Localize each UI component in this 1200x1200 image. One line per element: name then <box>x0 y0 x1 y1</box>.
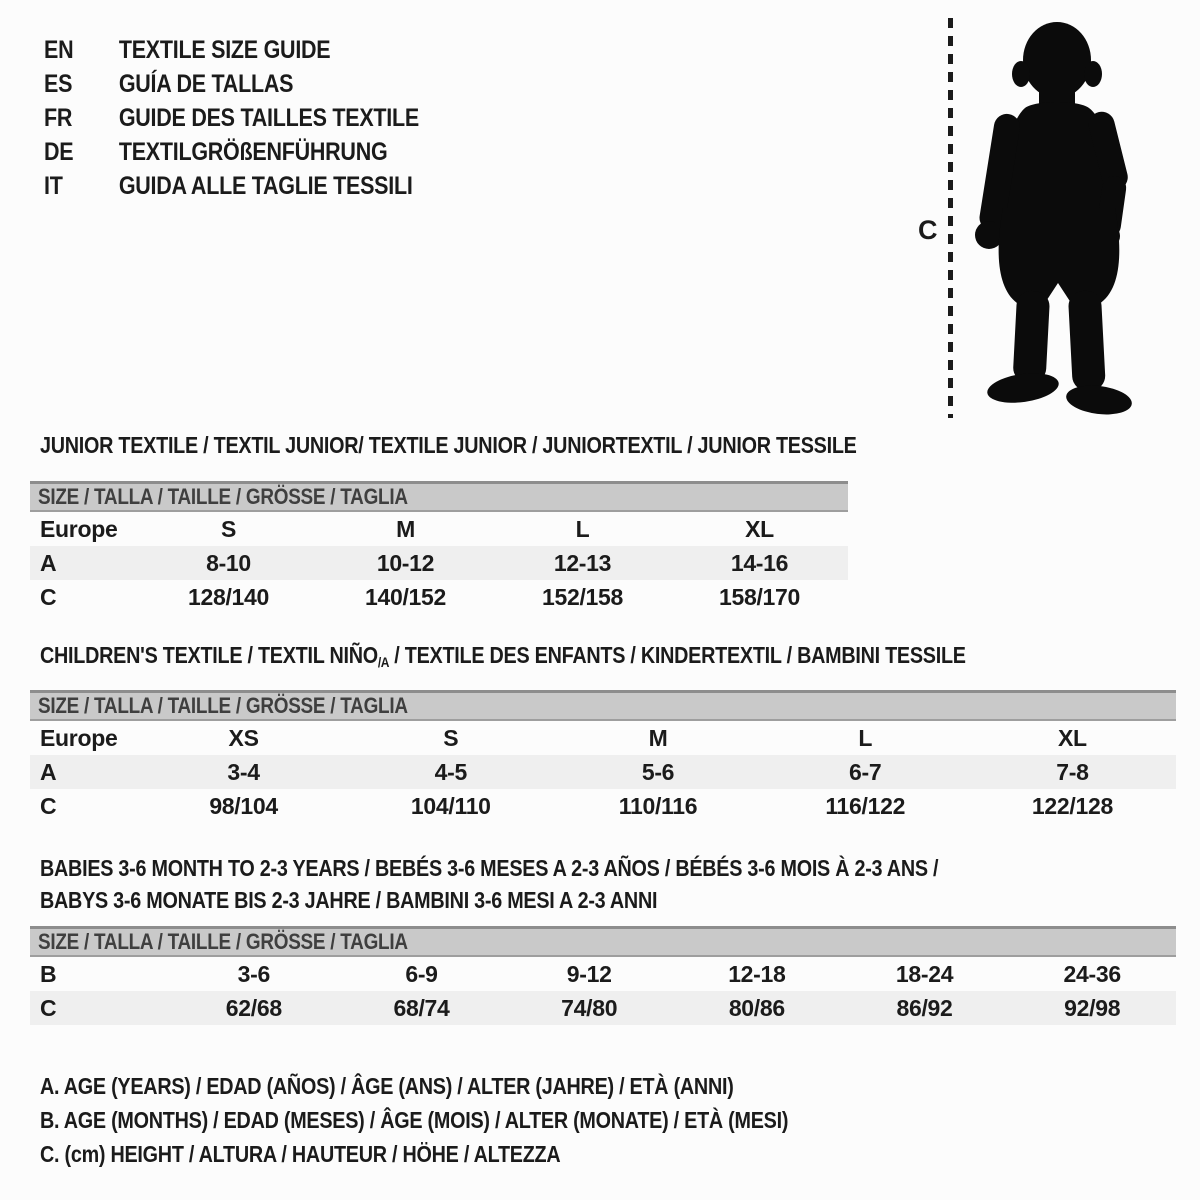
table-cell: 68/74 <box>393 994 450 1021</box>
table-cell: 128/140 <box>187 583 270 610</box>
row-label: A <box>40 549 57 576</box>
table-cell: 98/104 <box>209 792 278 819</box>
language-label: GUIDE DES TAILLES TEXTILE <box>118 103 419 132</box>
size-header-bar <box>30 690 1176 721</box>
row-label: A <box>40 758 57 785</box>
table-cell: 18-24 <box>895 960 954 987</box>
legend-line-b: B. AGE (MONTHS) / EDAD (MESES) / ÂGE (MOIS) / ALTER (MONATE) / ETÀ (MESI) <box>40 1107 789 1133</box>
language-row-fr <box>44 101 419 135</box>
language-label: TEXTILGRÖßENFÜHRUNG <box>118 137 388 166</box>
table-cell: 12-18 <box>728 960 786 987</box>
table-cell: 104/110 <box>410 792 491 819</box>
table-cell: 62/68 <box>225 994 282 1021</box>
table-cell: 86/92 <box>896 994 953 1021</box>
table-cell: 9-12 <box>566 960 612 987</box>
table-cell: 3-6 <box>237 960 270 987</box>
junior-section-title: JUNIOR TEXTILE / TEXTIL JUNIOR/ TEXTILE JUNIOR / JUNIORTEXTIL / JUNIOR TESSILE <box>40 432 857 458</box>
height-measure-label: C <box>918 215 938 245</box>
language-label: GUÍA DE TALLAS <box>118 69 294 98</box>
language-list <box>44 33 480 203</box>
table-cell: 24-36 <box>1063 960 1121 987</box>
size-header-text: SIZE / TALLA / TAILLE / GRÖSSE / TAGLIA <box>38 484 408 509</box>
table-cell: XS <box>228 724 259 751</box>
size-header-bar <box>30 926 1176 957</box>
row-label: Europe <box>40 515 118 542</box>
table-cell: M <box>396 515 415 542</box>
language-code: FR <box>44 103 73 132</box>
row-label: C <box>40 792 57 819</box>
children-size-table <box>30 690 1176 823</box>
table-cell: 110/116 <box>618 792 698 819</box>
table-cell: 7-8 <box>1056 758 1089 785</box>
size-header-bar <box>30 481 848 512</box>
language-row-en <box>44 33 419 67</box>
table-cell: 140/152 <box>364 583 447 610</box>
table-cell: 6-9 <box>405 960 438 987</box>
height-figure <box>898 12 1170 422</box>
height-measure-line <box>946 18 955 418</box>
table-cell: S <box>220 515 237 542</box>
table-cell: 122/128 <box>1031 792 1113 819</box>
title-subscript: /A <box>377 654 390 670</box>
table-cell: 6-7 <box>849 758 882 785</box>
row-label: C <box>40 994 57 1021</box>
size-header-text: SIZE / TALLA / TAILLE / GRÖSSE / TAGLIA <box>38 929 408 954</box>
row-label: B <box>40 960 57 987</box>
table-row-a <box>30 546 848 580</box>
language-label: TEXTILE SIZE GUIDE <box>118 35 331 64</box>
toddler-silhouette-image <box>965 16 1137 416</box>
table-row-europe <box>30 721 1176 755</box>
legend-line-c: C. (cm) HEIGHT / ALTURA / HAUTEUR / HÖHE / ALTEZZA <box>40 1141 561 1167</box>
language-code: IT <box>44 171 63 200</box>
language-label: GUIDA ALLE TAGLIE TESSILI <box>118 171 413 200</box>
table-cell: 5-6 <box>641 758 675 785</box>
table-cell: 12-13 <box>553 549 612 576</box>
table-cell: 8-10 <box>206 549 251 576</box>
table-cell: 80/86 <box>728 994 785 1021</box>
table-cell: 158/170 <box>718 583 801 610</box>
table-cell: M <box>648 724 668 751</box>
table-cell: XL <box>745 515 774 542</box>
language-row-de <box>44 135 419 169</box>
size-header-text: SIZE / TALLA / TAILLE / GRÖSSE / TAGLIA <box>38 693 408 718</box>
table-cell: L <box>858 724 873 751</box>
language-row-it <box>44 169 419 203</box>
table-row-c <box>30 991 1176 1025</box>
table-row-europe <box>30 512 848 546</box>
table-cell: 10-12 <box>376 549 435 576</box>
junior-size-table <box>30 481 848 614</box>
row-label: Europe <box>40 724 118 751</box>
table-cell: S <box>443 724 459 751</box>
table-cell: XL <box>1058 724 1087 751</box>
language-code: ES <box>44 69 73 98</box>
children-section-title: CHILDREN'S TEXTILE / TEXTIL NIÑO/A / TEXTILE DES ENFANTS / KINDERTEXTIL / BAMBINI TESSILE <box>40 642 966 670</box>
table-cell: 74/80 <box>561 994 618 1021</box>
babies-section-title-line2: BABYS 3-6 MONATE BIS 2-3 JAHRE / BAMBINI 3-6 MESI A 2-3 ANNI <box>40 887 658 913</box>
table-cell: 3-4 <box>227 758 260 785</box>
babies-size-table <box>30 926 1176 1025</box>
language-code: DE <box>44 137 74 166</box>
table-cell: 152/158 <box>541 583 624 610</box>
table-row-c <box>30 580 848 614</box>
table-row-a <box>30 755 1176 789</box>
row-label: C <box>40 583 57 610</box>
table-cell: L <box>575 515 590 542</box>
table-cell: 14-16 <box>730 549 789 576</box>
table-cell: 92/98 <box>1064 994 1121 1021</box>
language-row-es <box>44 67 419 101</box>
babies-section-title-line1: BABIES 3-6 MONTH TO 2-3 YEARS / BEBÉS 3-6 MESES A 2-3 AÑOS / BÉBÉS 3-6 MOIS À 2-3 ANS / <box>40 855 939 881</box>
language-code: EN <box>44 35 74 64</box>
table-cell: 4-5 <box>434 758 467 785</box>
legend-line-a: A. AGE (YEARS) / EDAD (AÑOS) / ÂGE (ANS) / ALTER (JAHRE) / ETÀ (ANNI) <box>40 1073 734 1099</box>
table-row-b <box>30 957 1176 991</box>
table-cell: 116/122 <box>825 792 906 819</box>
table-row-c <box>30 789 1176 823</box>
